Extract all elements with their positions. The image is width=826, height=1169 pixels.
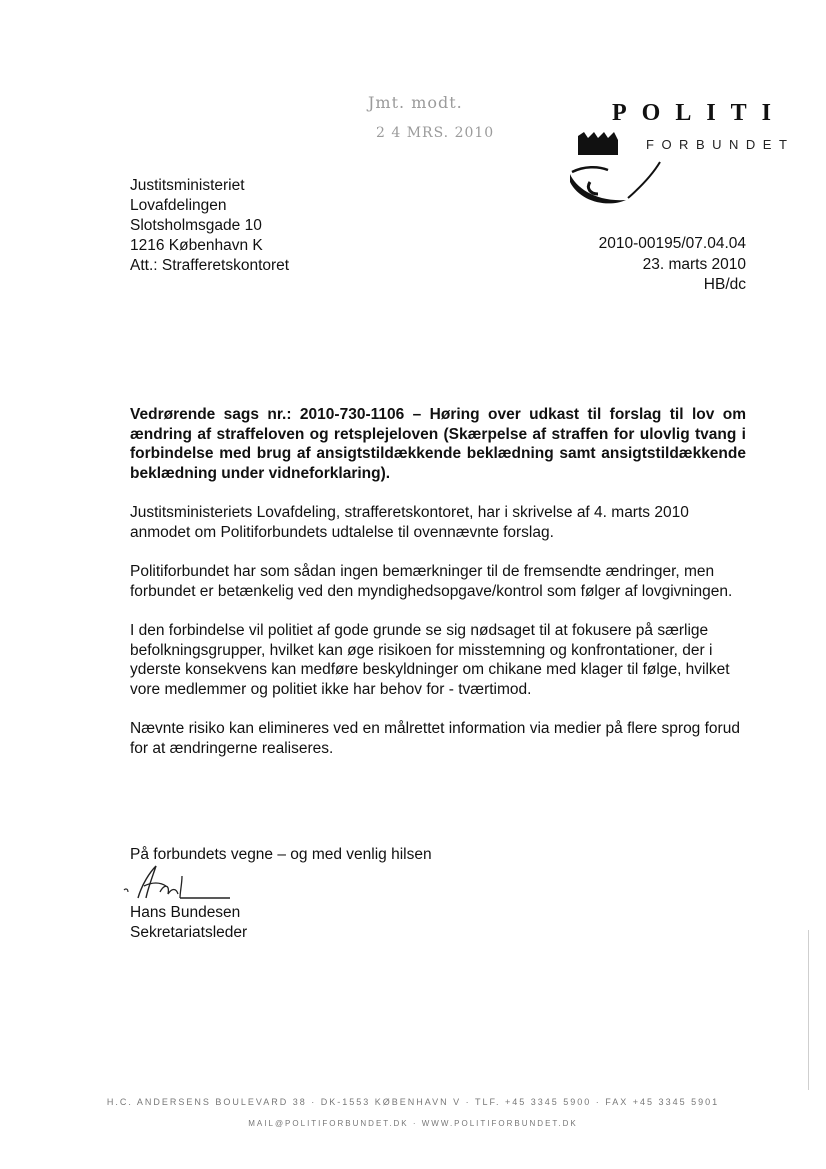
- logo-title: POLITI: [612, 100, 787, 126]
- signer-block: [130, 903, 247, 943]
- initials: HB/dc: [703, 276, 746, 293]
- letter-subject: Vedrørende sags nr.: 2010-730-1106 – Høring over udkast til forslag til lov om ændring af straffeloven og retsplejeloven (Skærpelse af straffen for ulovlig tvang i forbindelse med brug af ansigtstildækkende beklædning samt ansigtstildækkende beklædning under vidneforklaring).: [130, 406, 746, 482]
- body-paragraph: I den forbindelse vil politiet af gode grunde se sig nødsaget til at fokusere på særlige befolkningsgrupper, hvilket kan øge risikoen for misstemning og konfrontationer, der i yderste konsekvens kan medføre beskyldninger om chikane med klager til følge, hvilket vore medlemmer og politiet ikke har behov for - tværtimod.: [130, 622, 730, 698]
- logo-subtitle: FORBUNDET: [646, 137, 795, 152]
- stamp-label: Jmt. modt.: [368, 93, 463, 112]
- case-number: 2010-00195/07.04.04: [598, 235, 746, 252]
- stamp-date: 2 4 MRS. 2010: [376, 125, 495, 141]
- handwritten-signature: [116, 862, 246, 906]
- reference-block: [599, 234, 746, 296]
- body-paragraph: Politiforbundet har som sådan ingen bemærkninger til de fremsendte ændringer, men forbundet er betænkelig ved den myndighedsopgave/kontrol som følger af lovgivningen.: [130, 563, 733, 600]
- recipient-line: Lovafdelingen: [130, 197, 227, 214]
- letter-body: [130, 405, 746, 778]
- footer-contact: MAIL@POLITIFORBUNDET.DK · WWW.POLITIFORBUNDET.DK: [248, 1119, 578, 1128]
- body-paragraph: Nævnte risiko kan elimineres ved en målrettet information via medier på flere sprog forud for at ændringerne realiseres.: [130, 720, 740, 757]
- recipient-line: Slotsholmsgade 10: [130, 217, 262, 234]
- politiforbundet-logo-icon: [566, 132, 662, 212]
- signer-name: Hans Bundesen: [130, 904, 241, 921]
- body-paragraph: Justitsministeriets Lovafdeling, strafferetskontoret, har i skrivelse af 4. marts 2010 anmodet om Politiforbundets udtalelse til ovennævnte forslag.: [130, 504, 689, 541]
- recipient-line: Justitsministeriet: [130, 177, 245, 194]
- closing-line: På forbundets vegne – og med venlig hilsen: [130, 846, 432, 863]
- signer-title: Sekretariatsleder: [130, 924, 248, 941]
- recipient-line: Att.: Strafferetskontoret: [130, 257, 290, 274]
- scan-edge-line: [808, 930, 809, 1090]
- footer-address: H.C. ANDERSENS BOULEVARD 38 · DK-1553 KØBENHAVN V · TLF. +45 3345 5900 · FAX +45 3345 5901: [106, 1097, 720, 1107]
- received-stamp: [368, 88, 508, 148]
- letter-date: 23. marts 2010: [642, 255, 746, 273]
- recipient-line: 1216 København K: [130, 237, 263, 254]
- recipient-address: [130, 176, 289, 276]
